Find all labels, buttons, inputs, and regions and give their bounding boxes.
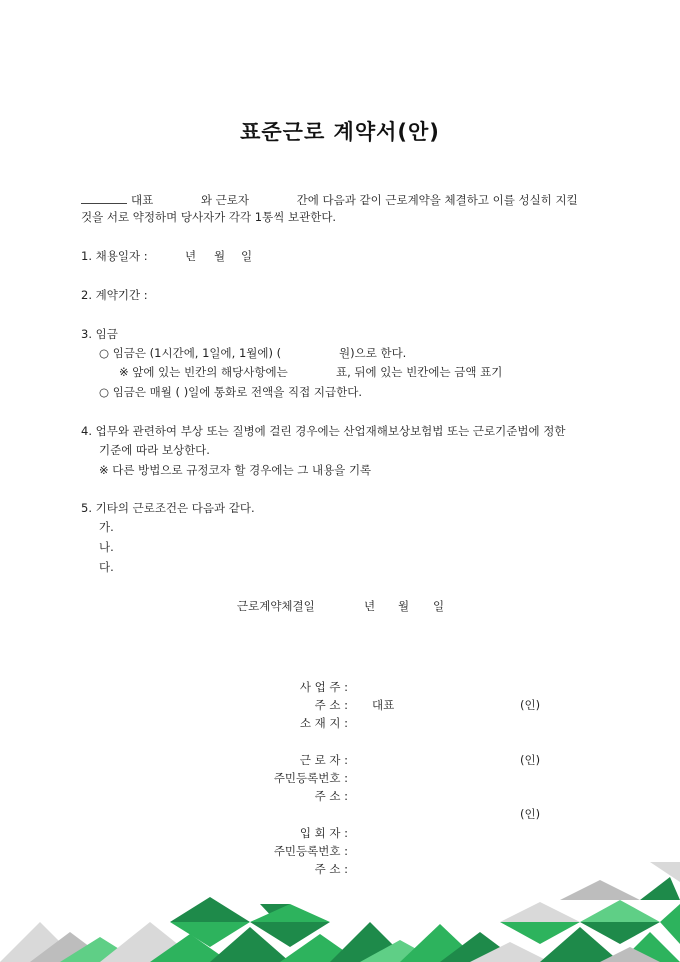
intro-line1-rest: 간에 다음과 같이 근로계약을 체결하고 이를 성실히 지킬 [296,193,578,207]
employer-label: 사 업 주 : [299,680,348,694]
decor-triangle [170,897,250,922]
injury-line-2: 기준에 따라 보상한다. [99,443,210,457]
decor-triangle [650,862,680,882]
intro-line-1 [81,192,578,207]
signing-month: 월 [398,599,410,613]
wage-line-2: ○ 임금은 매월 ( )일에 통화로 전액을 직접 지급한다. [99,385,362,399]
injury-note: ※ 다른 방법으로 규정코자 할 경우에는 그 내용을 기록 [99,463,372,477]
employer-address-label: 주 소 : [314,698,348,712]
worker-id-label: 주민등록번호 : [273,771,348,785]
witness-seal: (인) [520,807,541,821]
wage-note-1b: 표, 뒤에 있는 빈칸에는 금액 표기 [336,365,503,379]
employer-rep: 대표 [372,698,395,712]
intro-line-2: 것을 서로 약정하며 당사자가 각각 1통씩 보관한다. [81,210,337,224]
signing-year: 년 [364,599,376,613]
other-heading: 5. 기타의 근로조건은 다음과 같다. [81,501,255,515]
contract-period-label: 2. 계약기간 : [81,288,148,302]
decor-triangle [580,900,660,922]
worker-seal: (인) [520,753,541,767]
signing-day: 일 [433,599,445,613]
other-item-a: 가. [99,520,114,534]
witness-label: 입 회 자 : [299,826,348,840]
other-item-c: 다. [99,560,114,574]
decor-triangle [560,880,640,900]
decorative-triangle-band [0,862,680,962]
worker-prefix: 와 근로자 [200,193,249,207]
decor-triangle [250,904,330,922]
employer-seal: (인) [520,698,541,712]
wage-line-1b: 원)으로 한다. [339,346,407,360]
signing-date-label: 근로계약체결일 [237,599,315,613]
injury-line-1: 4. 업무와 관련하여 부상 또는 질병에 걸린 경우에는 산업재해보상보험법 또는 근로기준법에 정한 [81,424,566,438]
hire-date-label: 1. 채용일자 : [81,249,148,263]
decor-triangle [500,902,580,922]
decor-triangle [640,877,680,900]
witness-address-label: 주 소 : [314,862,348,876]
other-item-b: 나. [99,540,114,554]
worker-label: 근 로 자 : [299,753,348,767]
wage-heading: 3. 임금 [81,327,118,341]
wage-note-1a: ※ 앞에 있는 빈칸의 해당사항에는 [119,365,288,379]
wage-line-1a: ○ 임금은 (1시간에, 1일에, 1월에) ( [99,346,282,360]
location-label: 소 재 지 : [299,716,348,730]
hire-date-month: 월 [214,249,226,263]
hire-date-year: 년 [185,249,197,263]
document-title: 표준근로 계약서(안) [240,120,440,144]
employer-name-blank[interactable] [81,192,127,204]
employer-suffix: 대표 [131,193,154,207]
decor-triangle [660,904,680,944]
hire-date-day: 일 [241,249,253,263]
witness-id-label: 주민등록번호 : [273,844,348,858]
worker-address-label: 주 소 : [314,789,348,803]
